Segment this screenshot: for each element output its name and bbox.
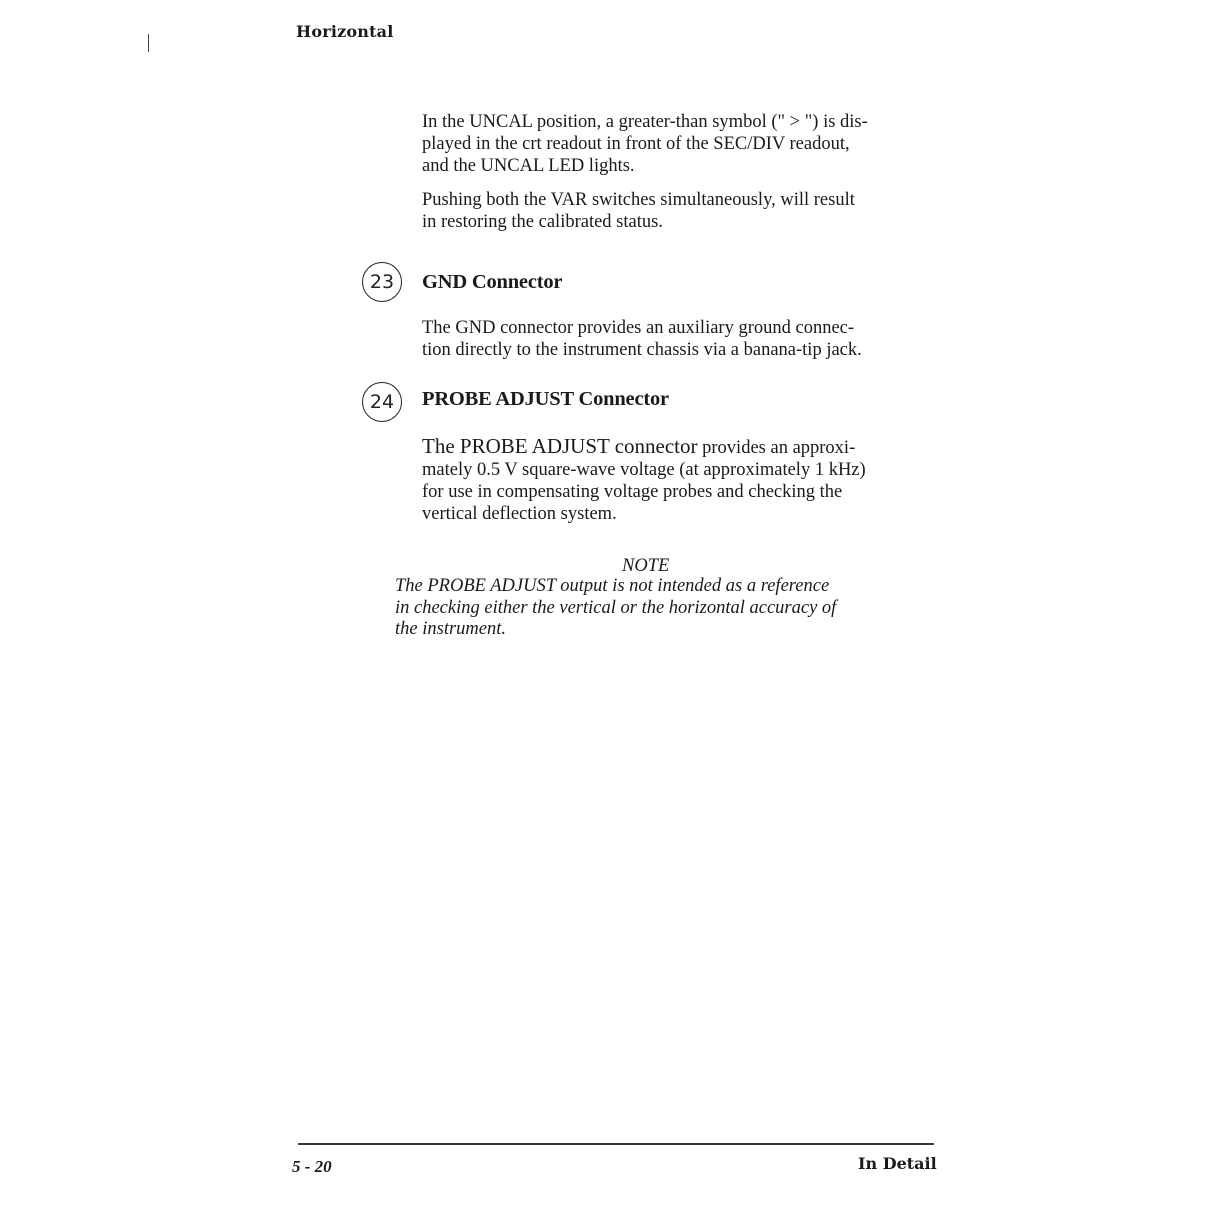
probe-adjust-paragraph	[422, 435, 942, 525]
gnd-connector-paragraph: The GND connector provides an auxiliary ground connec- tion directly to the instrument chassis via a banana-tip jack.	[422, 318, 862, 360]
callout-23-label: 23	[369, 271, 395, 293]
uncal-paragraph: In the UNCAL position, a greater-than symbol (" > ") is dis- played in the crt readout in front of the SEC/DIV readout, and the UNCAL LED lights.	[422, 112, 868, 176]
callout-number-23	[362, 262, 402, 302]
callout-24-label: 24	[369, 391, 395, 413]
gnd-connector-heading: GND Connector	[422, 271, 563, 293]
callout-number-24	[362, 382, 402, 422]
probe-adjust-paragraph-rest: provides an approxi- mately 0.5 V square-wave voltage (at approximately 1 kHz) for use in compensating voltage probes and checking the vertical deflection system.	[422, 438, 866, 524]
footer-rule	[298, 1143, 934, 1145]
page-number: 5 - 20	[292, 1157, 332, 1176]
note-label: NOTE	[622, 556, 670, 576]
running-header: Horizontal	[296, 22, 394, 41]
note-text: The PROBE ADJUST output is not intended as a reference in checking either the vertical or the horizontal accuracy of the instrument.	[395, 576, 837, 639]
footer-section-title: In Detail	[858, 1154, 937, 1173]
probe-adjust-heading: PROBE ADJUST Connector	[422, 388, 669, 410]
var-switches-paragraph: Pushing both the VAR switches simultaneously, will result in restoring the calibrated status.	[422, 190, 855, 232]
margin-change-bar	[148, 34, 149, 52]
probe-adjust-paragraph-lead: The PROBE ADJUST connector	[422, 434, 698, 458]
